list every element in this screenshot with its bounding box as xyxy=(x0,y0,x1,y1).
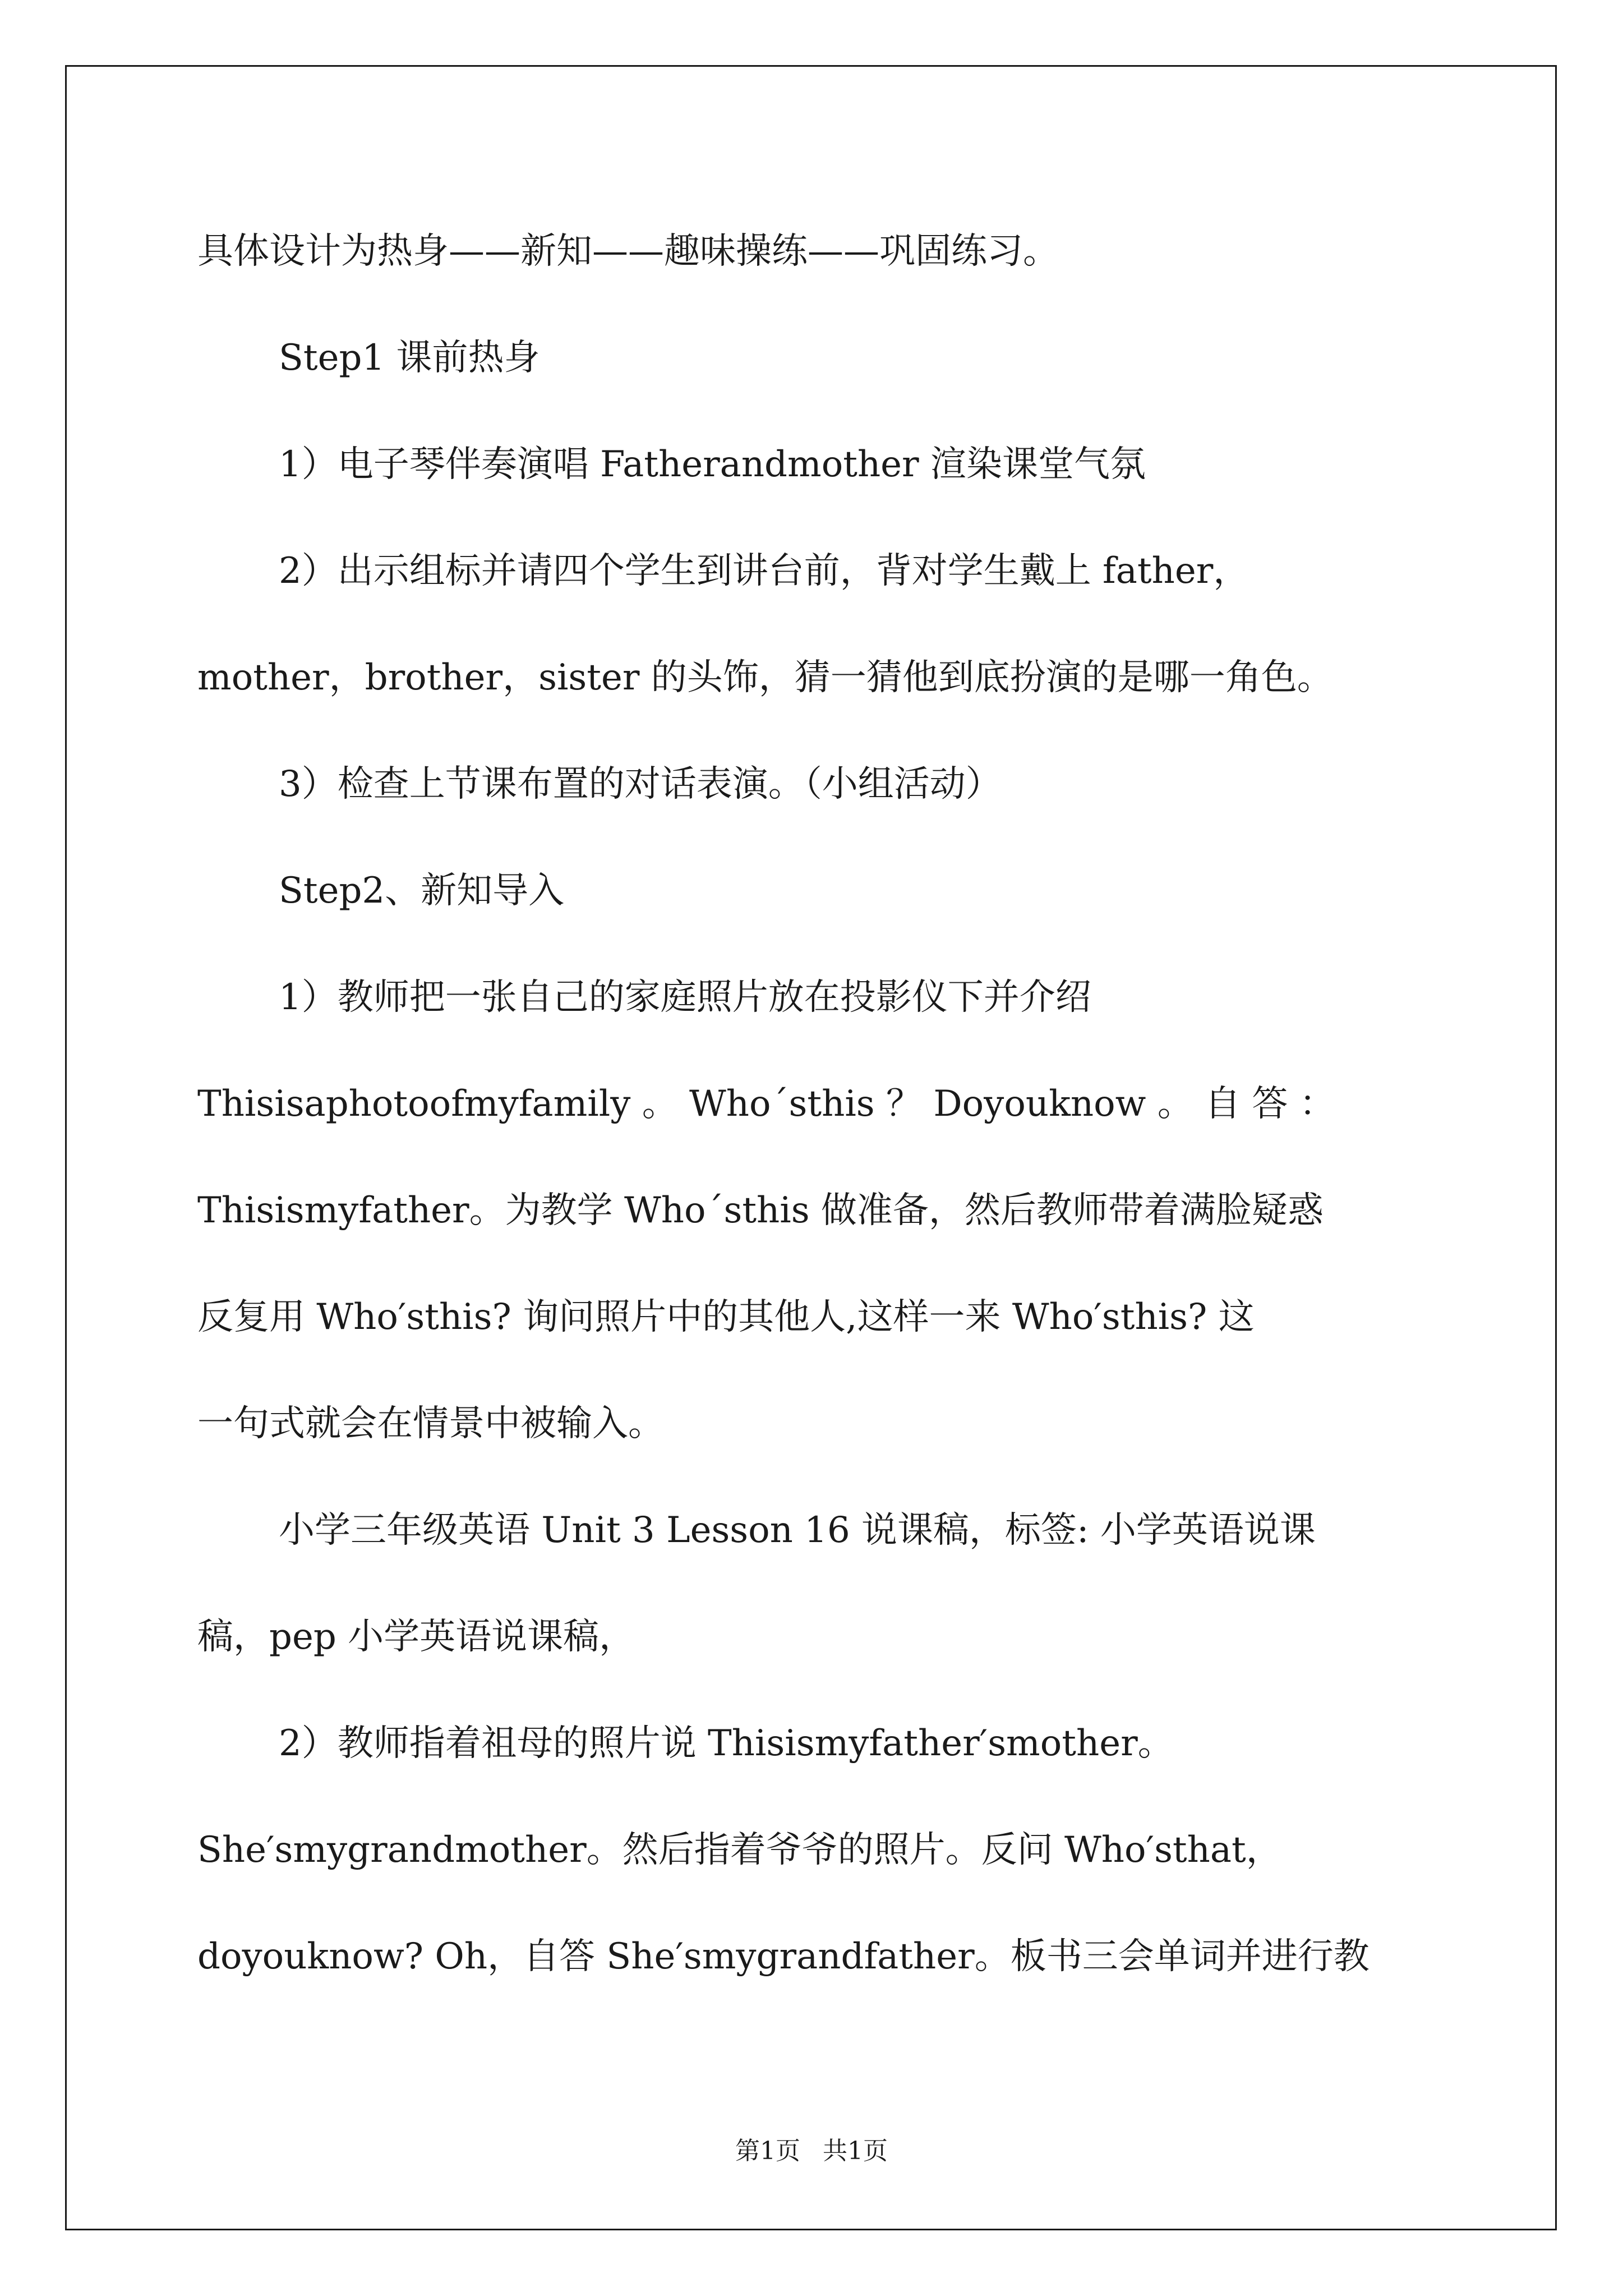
body-line-2: Step1 课前热身 xyxy=(279,337,540,379)
body-line-13: 小学三年级英语 Unit 3 Lesson 16 说课稿，标签: 小学英语说课 xyxy=(279,1510,1316,1551)
body-line-3: 1）电子琴伴奏演唱 Fatherandmother 渲染课堂气氛 xyxy=(279,444,1146,485)
page-number: 第1页 xyxy=(735,2137,800,2165)
page-footer xyxy=(0,2131,1623,2166)
body-line-16: She′smygrandmother。然后指着爷爷的照片。反问 Who′sthat， xyxy=(197,1829,1282,1871)
body-line-1: 具体设计为热身——新知——趣味操练——巩固练习。 xyxy=(197,231,1059,272)
body-line-6: 3）检查上节课布置的对话表演。（小组活动） xyxy=(279,763,1002,805)
body-line-15: 2）教师指着祖母的照片说 Thisismyfather′smother。 xyxy=(279,1723,1174,1764)
page-total: 共1页 xyxy=(823,2137,888,2165)
body-line-7: Step2、新知导入 xyxy=(279,870,565,912)
body-line-8: 1）教师把一张自己的家庭照片放在投影仪下并介绍 xyxy=(279,977,1091,1018)
body-line-17: doyouknow? Oh，自答 She′smygrandfather。板书三会单词并进行教 xyxy=(197,1936,1370,1977)
body-line-10: Thisismyfather。为教学 Who´sthis 做准备，然后教师带着满脸疑惑 xyxy=(197,1190,1324,1231)
body-line-11: 反复用 Who′sthis? 询问照片中的其他人,这样一来 Who′sthis? 这 xyxy=(197,1296,1255,1338)
body-line-12: 一句式就会在情景中被输入。 xyxy=(197,1403,664,1444)
body-line-9: Thisisaphotoofmyfamily 。 Who´sthis ？ Doyouknow 。 自 答 ： xyxy=(197,1083,1335,1125)
body-line-14: 稿，pep 小学英语说课稿， xyxy=(197,1616,635,1658)
body-line-4: 2）出示组标并请四个学生到讲台前，背对学生戴上 father， xyxy=(279,550,1249,592)
body-line-5: mother，brother，sister 的头饰，猜一猜他到底扮演的是哪一角色。 xyxy=(197,657,1333,698)
page-border xyxy=(65,65,1557,2230)
